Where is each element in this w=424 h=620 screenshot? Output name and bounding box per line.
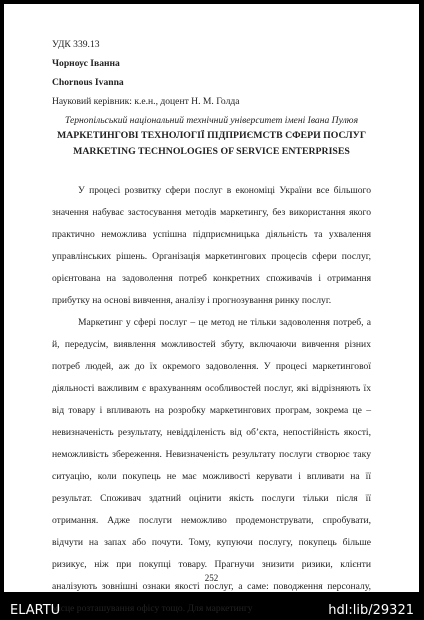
- body-paragraph: У процесі розвитку сфери послуг в економіці України все більшого значення набуває застосування методів маркетингу, без використання якого практично неможлива успішна підприємницька діяльність та ухвалення управлінських рішень. Організація маркетингових процесів сфери послуг, орієнтована на задоволення потреб конкретних споживачів і отримання прибутку на основі вивчення, аналізу і прогнозування ринку послуг.: [52, 185, 371, 306]
- repository-name[interactable]: ELARTU: [10, 602, 61, 618]
- university-name: Тернопільський національний технічний університет імені Івана Пулюя: [64, 115, 359, 126]
- repository-footer: [0, 600, 424, 620]
- body-paragraph: Маркетинг у сфері послуг – це метод не тільки задоволення потреб, а й, передусім, виявлення можливостей збуту, включаючи вивчення різних потреб людей, аж до їх окремого задоволення. У процесі маркетингової діяльності важливим є врахуванням особливостей послуг, які відрізняють їх від товару і впливають на розробку маркетингових програм, зокрема це – невизначеність результату, невідділеність від об’єкта, непостійність якості, неможливість збереження. Невизначеність результату послуги створює таку ситуацію, коли покупець не має можливості керувати і впливати на її результат. Споживач здатний оцінити якість послуги тільки після її отримання. Адже послуги неможливо продемонструвати, спробувати, відчути на запах або почути. Тому, купуючи послугу, покупець більше ризикує, ніж при покупці товару. Прагнучи знизити ризики, клієнти аналізують зовнішні ознаки якості послуг, а саме: поводження персоналу, місце розташування офісу тощо. Для маркетингу: [52, 317, 371, 614]
- article-title-en: MARKETING TECHNOLOGIES OF SERVICE ENTERPRISES: [73, 146, 350, 157]
- article-title-ua: МАРКЕТИНГОВІ ТЕХНОЛОГІЇ ПІДПРИЄМСТВ СФЕРИ ПОСЛУГ: [56, 130, 367, 141]
- handle-id[interactable]: hdl:lib/29321: [328, 602, 414, 618]
- udk-code: УДК 339.13: [52, 39, 100, 50]
- page-number: 252: [204, 573, 219, 583]
- supervisor-line: Науковий керівник: к.е.н., доцент Н. М. Голда: [52, 96, 240, 107]
- author-name-en: Chornous Ivanna: [52, 77, 124, 88]
- author-name-ua: Чорноус Іванна: [52, 58, 120, 69]
